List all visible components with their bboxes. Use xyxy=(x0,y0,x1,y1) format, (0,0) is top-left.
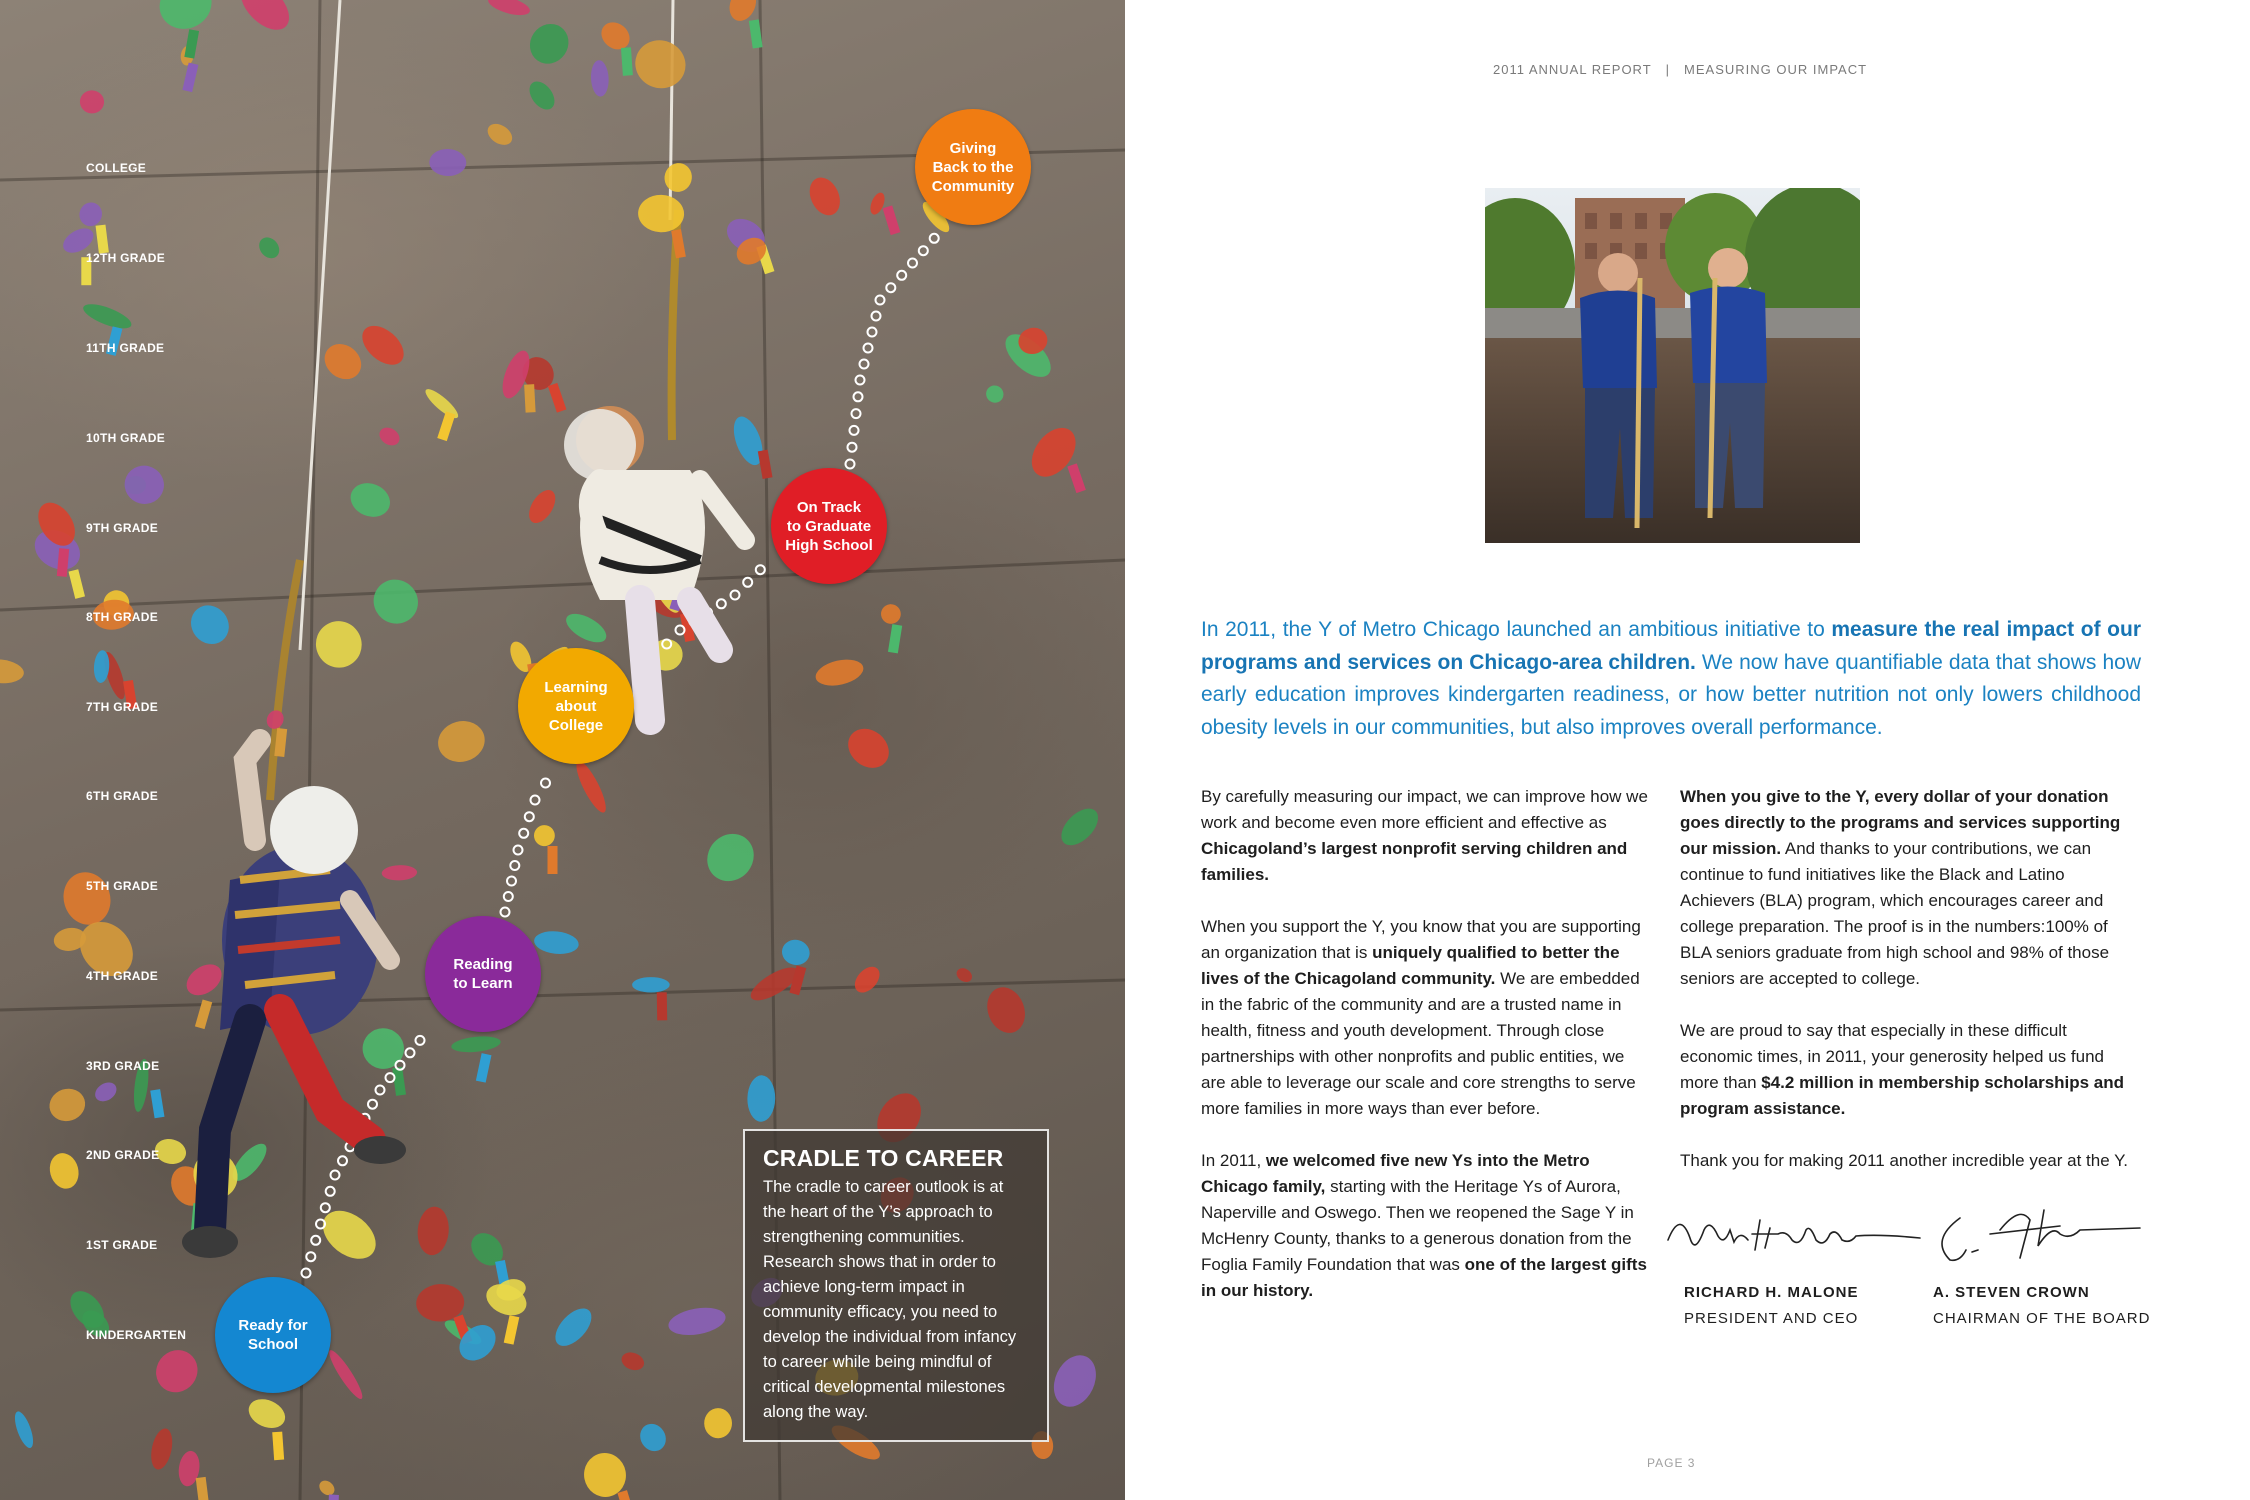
climbing-hold xyxy=(571,758,611,816)
section-title: MEASURING OUR IMPACT xyxy=(1684,62,1868,77)
milestone-learning-about-college xyxy=(518,648,634,764)
paragraph: Thank you for making 2011 another incredible year at the Y. xyxy=(1680,1151,2128,1170)
grade-label: 8TH GRADE xyxy=(86,610,159,624)
route-tape xyxy=(476,1053,492,1082)
path-dot xyxy=(850,426,859,435)
climbing-hold xyxy=(590,60,609,97)
milestone-label-line: about xyxy=(555,697,597,715)
path-dot xyxy=(731,591,740,600)
grade-label: COLLEGE xyxy=(86,161,147,175)
path-dot xyxy=(886,283,895,292)
climbing-hold xyxy=(619,1349,647,1373)
climbing-hold xyxy=(486,0,532,19)
path-dot xyxy=(504,892,513,901)
milestone-label-line: Learning xyxy=(544,678,608,696)
body-column-left xyxy=(1201,784,1653,1330)
climbing-hold xyxy=(666,1304,727,1339)
path-dot xyxy=(848,443,857,452)
milestone-label-line: Giving xyxy=(949,139,997,157)
climbing-hold xyxy=(813,655,866,690)
climbing-hold xyxy=(1046,1348,1104,1413)
path-dot xyxy=(338,1156,347,1165)
grade-label: 4TH GRADE xyxy=(86,969,159,983)
climbing-hold xyxy=(79,89,105,114)
climbing-hold xyxy=(549,1302,598,1352)
grade-label: 3RD GRADE xyxy=(86,1059,160,1073)
route-tape xyxy=(392,1067,406,1096)
climbing-hold xyxy=(80,299,134,333)
cradle-title: CRADLE TO CAREER xyxy=(763,1145,1004,1171)
body-column-right xyxy=(1680,784,2132,1200)
climbing-hold xyxy=(309,614,369,675)
climbing-hold xyxy=(850,962,884,997)
intro-text-a: In 2011, the Y of Metro Chicago launched an ambitious initiative to xyxy=(1201,618,1832,641)
path-dot xyxy=(321,1203,330,1212)
milestone-label-line: On Track xyxy=(796,498,862,516)
climbing-hold xyxy=(57,866,117,930)
header-separator: | xyxy=(1665,62,1671,77)
climbing-hold xyxy=(628,33,692,96)
route-tape xyxy=(96,225,109,254)
route-tape xyxy=(883,205,901,235)
route-tape xyxy=(150,1089,164,1118)
climbing-hold xyxy=(148,1427,176,1472)
path-dot xyxy=(510,861,519,870)
grade-label: 1ST GRADE xyxy=(86,1238,158,1252)
path-dot xyxy=(416,1036,425,1045)
climbing-hold xyxy=(981,982,1032,1039)
climbing-hold xyxy=(318,337,369,387)
milestone-reading-to-learn xyxy=(425,916,541,1032)
climbing-hold xyxy=(632,977,670,992)
climbing-hold xyxy=(524,485,561,527)
climbing-hold xyxy=(484,120,516,150)
path-dot xyxy=(856,376,865,385)
climbing-hold xyxy=(661,160,695,196)
path-dot xyxy=(756,565,765,574)
climbing-hold xyxy=(804,173,846,221)
climbing-hold xyxy=(429,148,467,176)
path-dot xyxy=(846,460,855,469)
milestone-label-line: School xyxy=(247,1336,298,1353)
route-tape xyxy=(327,1494,338,1500)
climbing-hold xyxy=(76,199,105,229)
paragraph: In 2011, we welcomed five new Ys into the Metro Chicago family, starting with the Heritage Ys of Aurora, Naperville and Oswego. Then we reopened the Sage Y in McHenry County, thanks to a generous donation from the Foglia Family Foundation that was one of the largest gifts in our history. xyxy=(1201,1151,1647,1300)
cradle-to-career-box xyxy=(743,1129,1049,1442)
climbing-hold xyxy=(704,1408,732,1439)
path-dot xyxy=(525,812,534,821)
climbing-hold xyxy=(562,608,611,648)
route-tape xyxy=(617,1490,635,1500)
climbing-hold xyxy=(181,958,228,1002)
climbing-hold xyxy=(92,1079,120,1106)
milestone-label-line: Reading xyxy=(453,956,513,973)
intro-text-c: We now have quantifiable data that shows how early education improves kindergarten readiness, or how better nutrition not only lowers childhood obesity levels in our communities, but also improves overall performance. xyxy=(1201,650,2141,739)
path-dot xyxy=(864,344,873,353)
path-dot xyxy=(743,578,752,587)
climbing-hold xyxy=(533,929,580,956)
climbing-hold xyxy=(422,385,462,422)
path-dot xyxy=(519,829,528,838)
path-dot xyxy=(406,1048,415,1057)
climbing-hold xyxy=(524,77,559,114)
path-dot xyxy=(854,392,863,401)
milestone-giving-back xyxy=(915,109,1031,225)
signer-1-title: PRESIDENT AND CEO xyxy=(1684,1310,1859,1327)
paragraph: We are proud to say that especially in these difficult economic times, in 2011, your generosity helped us fund more than $4.2 million in membership scholarships and program assistance. xyxy=(1680,1021,2125,1118)
path-dot xyxy=(897,271,906,280)
grade-label: 9TH GRADE xyxy=(86,521,159,535)
climbing-hold xyxy=(232,0,298,39)
path-dot xyxy=(331,1171,340,1180)
paragraph: When you give to the Y, every dollar of your donation goes directly to the programs and services supporting our mission. And thanks to your contributions, we can continue to fund initiatives like the Black and Latino Achievers (BLA) program, which encourages career and college preparation. The proof is in the numbers:100% of BLA seniors graduate from high school and 98% of those seniors are accepted to college. xyxy=(1680,787,2121,988)
signer-1-name: RICHARD H. MALONE xyxy=(1684,1284,1859,1301)
path-dot xyxy=(531,796,540,805)
climbing-hold xyxy=(532,823,556,847)
climbing-hold xyxy=(1055,802,1105,852)
climbing-hold xyxy=(698,824,764,890)
route-tape xyxy=(524,384,535,412)
route-tape xyxy=(621,47,633,76)
path-dot xyxy=(872,312,881,321)
climbing-hold xyxy=(355,318,411,372)
climbing-hold xyxy=(359,1025,407,1073)
route-tape xyxy=(548,383,567,413)
path-dot xyxy=(326,1187,335,1196)
path-dot xyxy=(541,779,550,788)
milestone-label-line: to Learn xyxy=(453,975,513,992)
climbing-hold xyxy=(244,1394,290,1434)
path-dot xyxy=(717,599,726,608)
climbing-hold xyxy=(983,382,1007,406)
executives-photo xyxy=(1485,188,1860,543)
climbing-hold xyxy=(0,657,25,685)
climbing-hold xyxy=(11,1409,37,1450)
route-tape xyxy=(272,1432,284,1461)
grade-label: 12TH GRADE xyxy=(86,251,166,265)
route-tape xyxy=(548,846,558,874)
milestone-ready-for-school xyxy=(215,1277,331,1393)
milestone-label-line: College xyxy=(548,716,604,734)
grade-label: 5TH GRADE xyxy=(86,879,159,893)
path-dot xyxy=(368,1100,377,1109)
intro-text-bold: measure the real impact of our programs and services on Chicago-area children. xyxy=(1201,618,2141,674)
route-tape xyxy=(758,450,773,479)
path-dot xyxy=(919,246,928,255)
route-tape xyxy=(888,624,902,653)
climbing-hold xyxy=(120,461,168,508)
milestone-label-line: Ready for xyxy=(238,1317,308,1334)
milestone-label-line: Back to the xyxy=(932,158,1014,176)
route-tape xyxy=(69,569,85,599)
climbing-hold xyxy=(46,1150,83,1192)
signatures-image xyxy=(1660,1200,2150,1270)
path-dot xyxy=(868,328,877,337)
route-tape xyxy=(182,63,198,93)
climbing-hold xyxy=(148,1342,206,1401)
grade-label: KINDERGARTEN xyxy=(86,1328,187,1342)
route-tape xyxy=(657,992,667,1020)
path-dot xyxy=(860,360,869,369)
milestone-label-line: High School xyxy=(785,536,873,554)
climbing-hold xyxy=(365,571,427,633)
path-dot xyxy=(306,1252,315,1261)
intro-paragraph xyxy=(1201,614,2141,744)
path-dot xyxy=(507,877,516,886)
path-dot xyxy=(930,234,939,243)
climbing-hold xyxy=(522,16,576,71)
report-title: 2011 ANNUAL REPORT xyxy=(1493,62,1652,77)
path-dot xyxy=(311,1236,320,1245)
milestone-label-line: to Graduate xyxy=(786,517,872,535)
path-dot xyxy=(852,409,861,418)
climbing-hold xyxy=(255,233,283,262)
climbing-hold xyxy=(381,865,417,881)
route-tape xyxy=(196,1477,209,1500)
grade-label: 7TH GRADE xyxy=(86,700,159,714)
route-tape xyxy=(437,411,455,441)
climbing-hold xyxy=(264,708,287,732)
path-dot xyxy=(386,1073,395,1082)
climbing-hold xyxy=(635,1419,671,1456)
climbing-hold xyxy=(878,601,904,627)
page-number: PAGE 3 xyxy=(1647,1456,1696,1470)
climbing-hold xyxy=(779,937,812,968)
grade-label: 10TH GRADE xyxy=(86,431,166,445)
climbing-hold xyxy=(416,1205,451,1256)
climbing-hold xyxy=(346,477,396,522)
cradle-body: The cradle to career outlook is at the heart of the Y’s approach to strengthening communities. Research shows that in order to achieve long-term impact in community efficacy, you need to develop the individual from infancy to career while being mindful of critical developmental milestones along the way. xyxy=(763,1178,1017,1421)
path-dot xyxy=(376,1086,385,1095)
climbing-hold xyxy=(451,1034,502,1054)
climbing-hold xyxy=(954,965,975,984)
route-tape xyxy=(504,1315,520,1344)
path-dot xyxy=(876,296,885,305)
grade-label: 11TH GRADE xyxy=(86,341,165,355)
climbing-hold xyxy=(325,1347,367,1402)
climbing-hold xyxy=(151,0,220,38)
milestone-label-line: Community xyxy=(931,177,1015,195)
grade-label: 2ND GRADE xyxy=(86,1148,160,1162)
climbing-hold xyxy=(183,598,236,652)
paragraph: By carefully measuring our impact, we can improve how we work and become even more efficient and effective as Chicagoland’s largest nonprofit serving children and families. xyxy=(1201,787,1648,884)
paragraph: When you support the Y, you know that you are supporting an organization that is uniquely qualified to better the lives of the Chicagoland community. We are embedded in the fabric of the community and are a trusted name in health, fitness and youth development. Through close partnerships with other nonprofits and public entities, we are able to leverage our scale and core strengths to serve more families in more ways than ever before. xyxy=(1201,917,1641,1118)
climbing-hold xyxy=(433,716,489,767)
path-dot xyxy=(908,259,917,268)
path-dot xyxy=(514,846,523,855)
climbing-hold xyxy=(45,1084,89,1126)
climbing-hold xyxy=(747,1075,776,1122)
grade-label: 6TH GRADE xyxy=(86,789,159,803)
signer-2-title: CHAIRMAN OF THE BOARD xyxy=(1933,1310,2151,1327)
climbing-hold xyxy=(840,721,896,776)
signer-2-name: A. STEVEN CROWN xyxy=(1933,1284,2090,1301)
route-tape xyxy=(184,29,199,58)
page-header xyxy=(1493,62,1867,77)
route-tape xyxy=(1067,463,1086,493)
path-dot xyxy=(501,908,510,917)
milestone-on-track-to-graduate xyxy=(771,468,887,584)
climbing-hold xyxy=(376,424,403,449)
